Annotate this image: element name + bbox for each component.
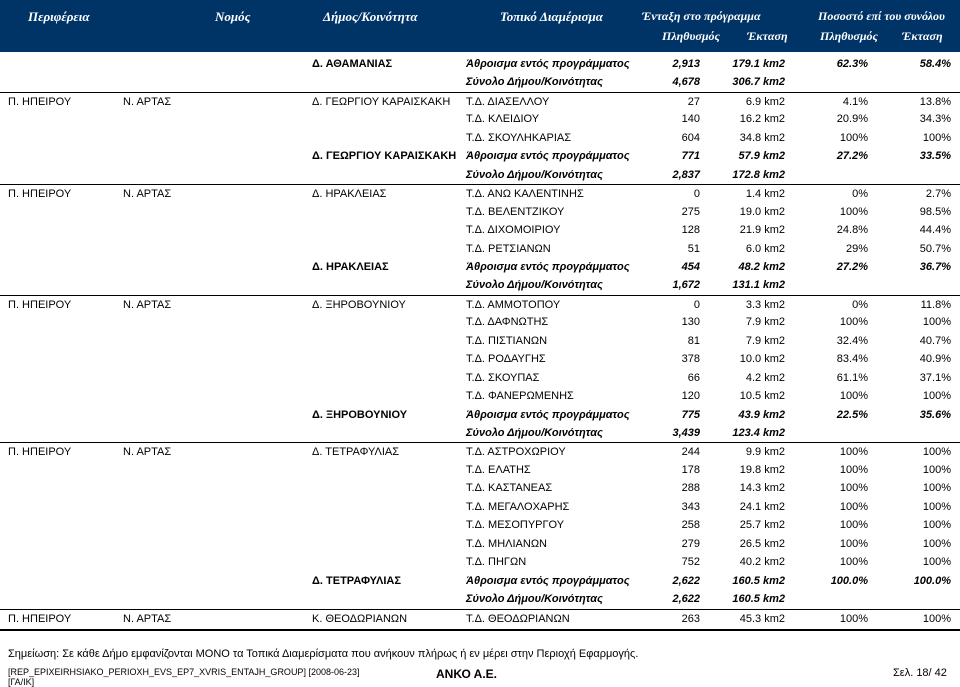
table-row bbox=[0, 387, 960, 406]
cell-topiko: Τ.Δ. ΣΚΟΥΛΗΚΑΡΙΑΣ bbox=[466, 131, 572, 144]
table-row bbox=[0, 609, 960, 629]
cell-ektasi: 179.1 km2 bbox=[732, 58, 785, 70]
cell-dimos: Δ. ΞΗΡΟΒΟΥΝΙΟΥ bbox=[312, 298, 406, 311]
cell-plithysmos: 1,672 bbox=[672, 279, 700, 292]
cell-pososto-ektasi: 100% bbox=[922, 612, 951, 625]
col-dimos: Δήμος/Κοινότητα bbox=[323, 9, 418, 24]
cell-ektasi: 160.5 km2 bbox=[732, 593, 785, 606]
cell-plithysmos: 771 bbox=[681, 150, 700, 163]
cell-ektasi: 9.9 km2 bbox=[745, 446, 785, 459]
cell-topiko: Τ.Δ. ΘΕΟΔΩΡΙΑΝΩΝ bbox=[466, 612, 570, 625]
cell-pososto-ektasi: 100% bbox=[922, 446, 951, 459]
table-row bbox=[0, 295, 960, 315]
cell-ektasi: 19.0 km2 bbox=[739, 205, 785, 218]
cell-pososto-ektasi: 40.9% bbox=[919, 353, 951, 366]
cell-plithysmos: 604 bbox=[681, 131, 700, 144]
table-row bbox=[0, 240, 960, 259]
cell-pososto-plithysmos: 32.4% bbox=[836, 334, 868, 347]
cell-topiko: Τ.Δ. ΑΣΤΡΟΧΩΡΙΟΥ bbox=[466, 446, 566, 459]
cell-pososto-ektasi: 100% bbox=[922, 537, 951, 550]
cell-pososto-ektasi: 100.0% bbox=[913, 574, 951, 587]
cell-pososto-plithysmos: 22.5% bbox=[836, 408, 868, 421]
cell-plithysmos: 4,678 bbox=[672, 76, 700, 89]
cell-plithysmos: 343 bbox=[681, 500, 700, 513]
cell-topiko: Τ.Δ. ΜΕΓΑΛΟΧΑΡΗΣ bbox=[466, 500, 570, 513]
cell-topiko: Άθροισμα εντός προγράμματος bbox=[466, 574, 630, 587]
table-row bbox=[0, 313, 960, 332]
cell-pososto-ektasi: 40.7% bbox=[919, 334, 951, 347]
col-pososto: Ποσοστό επί του συνόλου bbox=[818, 9, 945, 23]
cell-pososto-ektasi: 100% bbox=[922, 556, 951, 569]
cell-nomos: Ν. ΑΡΤΑΣ bbox=[123, 612, 172, 625]
cell-ektasi: 6.0 km2 bbox=[745, 242, 785, 255]
cell-pososto-plithysmos: 61.1% bbox=[836, 371, 868, 384]
cell-pososto-plithysmos: 0% bbox=[852, 298, 868, 311]
cell-ektasi: 48.2 km2 bbox=[738, 260, 785, 273]
cell-ektasi: 1.4 km2 bbox=[745, 188, 785, 201]
cell-plithysmos: 66 bbox=[687, 371, 700, 384]
table-row bbox=[0, 479, 960, 498]
cell-pososto-plithysmos: 100% bbox=[839, 519, 868, 532]
cell-topiko: Τ.Δ. ΜΕΣΟΠΥΡΓΟΥ bbox=[466, 519, 565, 532]
cell-topiko: Τ.Δ. ΔΙΑΣΕΛΛΟΥ bbox=[466, 95, 550, 108]
cell-plithysmos: 0 bbox=[693, 298, 700, 311]
col-topiko: Τοπικό Διαμέρισμα bbox=[500, 9, 603, 24]
cell-ektasi: 7.9 km2 bbox=[745, 316, 785, 329]
cell-nomos: Ν. ΑΡΤΑΣ bbox=[123, 188, 172, 201]
cell-plithysmos: 2,837 bbox=[672, 168, 700, 181]
cell-topiko: Τ.Δ. ΦΑΝΕΡΩΜΕΝΗΣ bbox=[466, 390, 574, 403]
cell-topiko: Τ.Δ. ΔΙΧΟΜΟΙΡΙΟΥ bbox=[466, 224, 561, 237]
cell-pososto-ektasi: 100% bbox=[922, 131, 951, 144]
cell-nomos: Ν. ΑΡΤΑΣ bbox=[123, 298, 172, 311]
cell-topiko: Σύνολο Δήμου/Κοινότητας bbox=[466, 427, 603, 439]
cell-plithysmos: 752 bbox=[681, 556, 700, 569]
cell-pososto-plithysmos: 100% bbox=[839, 205, 868, 218]
cell-ektasi: 57.9 km2 bbox=[738, 150, 785, 163]
cell-plithysmos: 2,622 bbox=[672, 593, 700, 606]
table-row bbox=[0, 147, 960, 166]
cell-plithysmos: 2,913 bbox=[672, 58, 700, 70]
cell-topiko: Τ.Δ. ΔΑΦΝΩΤΗΣ bbox=[466, 316, 549, 329]
cell-plithysmos: 275 bbox=[681, 205, 700, 218]
cell-plithysmos: 288 bbox=[681, 482, 700, 495]
cell-pososto-plithysmos: 100% bbox=[839, 537, 868, 550]
cell-pososto-ektasi: 100% bbox=[922, 316, 951, 329]
cell-pososto-ektasi: 11.8% bbox=[920, 298, 951, 311]
table-row bbox=[0, 516, 960, 535]
col-perifereia: Περιφέρεια bbox=[28, 9, 90, 24]
cell-ektasi: 4.2 km2 bbox=[745, 371, 785, 384]
table-row bbox=[0, 258, 960, 277]
cell-ektasi: 10.5 km2 bbox=[739, 390, 785, 403]
table-bottom-rule bbox=[0, 629, 960, 631]
cell-plithysmos: 128 bbox=[681, 224, 700, 237]
table-row bbox=[0, 553, 960, 572]
cell-pososto-plithysmos: 100% bbox=[839, 316, 868, 329]
table-row bbox=[0, 535, 960, 554]
table-row bbox=[0, 424, 960, 443]
cell-dimos: Δ. ΑΘΑΜΑΝΙΑΣ bbox=[312, 58, 393, 70]
cell-pososto-plithysmos: 100.0% bbox=[830, 574, 868, 587]
table-row bbox=[0, 498, 960, 517]
cell-plithysmos: 178 bbox=[681, 463, 700, 476]
cell-topiko: Άθροισμα εντός προγράμματος bbox=[466, 260, 630, 273]
cell-topiko: Τ.Δ. ΚΛΕΙΔΙΟΥ bbox=[466, 113, 540, 126]
cell-plithysmos: 775 bbox=[681, 408, 700, 421]
cell-pososto-ektasi: 37.1% bbox=[919, 371, 951, 384]
cell-ektasi: 172.8 km2 bbox=[732, 168, 785, 181]
col-ektasi-2: Έκταση bbox=[902, 29, 943, 43]
cell-topiko: Τ.Δ. ΕΛΑΤΗΣ bbox=[466, 463, 531, 476]
table-row bbox=[0, 369, 960, 388]
table-row bbox=[0, 129, 960, 148]
cell-pososto-ektasi: 100% bbox=[922, 500, 951, 513]
cell-topiko: Τ.Δ. ΠΗΓΩΝ bbox=[466, 556, 527, 569]
cell-plithysmos: 279 bbox=[681, 537, 700, 550]
cell-pososto-plithysmos: 29% bbox=[845, 242, 868, 255]
col-nomos: Νομός bbox=[215, 9, 251, 24]
cell-plithysmos: 81 bbox=[687, 334, 700, 347]
table-row bbox=[0, 203, 960, 222]
cell-ektasi: 131.1 km2 bbox=[732, 279, 785, 292]
cell-pososto-ektasi: 33.5% bbox=[919, 150, 951, 163]
cell-ektasi: 40.2 km2 bbox=[739, 556, 785, 569]
cell-pososto-plithysmos: 0% bbox=[852, 188, 868, 201]
cell-pososto-plithysmos: 4.1% bbox=[842, 95, 868, 108]
cell-dimos: Δ. ΓΕΩΡΓΙΟΥ ΚΑΡΑΙΣΚΑΚΗ bbox=[312, 95, 451, 108]
cell-topiko: Τ.Δ. ΑΝΩ ΚΑΛΕΝΤΙΝΗΣ bbox=[466, 188, 584, 201]
cell-pososto-ektasi: 100% bbox=[922, 390, 951, 403]
table-row bbox=[0, 276, 960, 295]
cell-ektasi: 26.5 km2 bbox=[739, 537, 785, 550]
cell-topiko: Σύνολο Δήμου/Κοινότητας bbox=[466, 76, 603, 89]
cell-plithysmos: 258 bbox=[681, 519, 700, 532]
table-row bbox=[0, 442, 960, 462]
cell-ektasi: 19.8 km2 bbox=[739, 463, 785, 476]
cell-plithysmos: 2,622 bbox=[672, 574, 700, 587]
cell-ektasi: 6.9 km2 bbox=[745, 95, 785, 108]
cell-ektasi: 160.5 km2 bbox=[732, 574, 785, 587]
cell-dimos: Δ. ΗΡΑΚΛΕΙΑΣ bbox=[312, 188, 387, 201]
cell-plithysmos: 130 bbox=[681, 316, 700, 329]
cell-pososto-ektasi: 98.5% bbox=[919, 205, 951, 218]
cell-pososto-plithysmos: 83.4% bbox=[836, 353, 868, 366]
cell-perifereia: Π. ΗΠΕΙΡΟΥ bbox=[8, 446, 72, 459]
cell-topiko: Άθροισμα εντός προγράμματος bbox=[466, 408, 630, 421]
cell-dimos: Δ. ΓΕΩΡΓΙΟΥ ΚΑΡΑΙΣΚΑΚΗ bbox=[312, 150, 457, 163]
cell-ektasi: 7.9 km2 bbox=[745, 334, 785, 347]
cell-pososto-plithysmos: 100% bbox=[839, 131, 868, 144]
cell-pososto-plithysmos: 100% bbox=[839, 463, 868, 476]
cell-plithysmos: 454 bbox=[681, 260, 700, 273]
cell-plithysmos: 27 bbox=[687, 95, 700, 108]
cell-topiko: Σύνολο Δήμου/Κοινότητας bbox=[466, 279, 603, 292]
cell-pososto-ektasi: 34.3% bbox=[919, 113, 951, 126]
cell-topiko: Σύνολο Δήμου/Κοινότητας bbox=[466, 168, 603, 181]
cell-topiko: Τ.Δ. ΒΕΛΕΝΤΖΙΚΟΥ bbox=[466, 205, 565, 218]
cell-topiko: Τ.Δ. ΚΑΣΤΑΝΕΑΣ bbox=[466, 482, 553, 495]
cell-plithysmos: 3,439 bbox=[672, 427, 700, 439]
cell-pososto-ektasi: 35.6% bbox=[919, 408, 951, 421]
cell-dimos: Δ. ΤΕΤΡΑΦΥΛΙΑΣ bbox=[312, 446, 400, 459]
cell-plithysmos: 244 bbox=[681, 446, 700, 459]
cell-topiko: Τ.Δ. ΣΚΟΥΠΑΣ bbox=[466, 371, 540, 384]
cell-pososto-plithysmos: 100% bbox=[839, 500, 868, 513]
table-row bbox=[0, 166, 960, 185]
cell-pososto-ektasi: 100% bbox=[922, 482, 951, 495]
cell-topiko: Τ.Δ. ΡΕΤΣΙΑΝΩΝ bbox=[466, 242, 551, 255]
cell-plithysmos: 0 bbox=[693, 188, 700, 201]
cell-pososto-ektasi: 2.7% bbox=[925, 188, 951, 201]
cell-plithysmos: 120 bbox=[681, 390, 700, 403]
cell-ektasi: 10.0 km2 bbox=[739, 353, 785, 366]
table-row bbox=[0, 332, 960, 351]
org-name: ΑΝΚΟ Α.Ε. bbox=[436, 667, 498, 681]
table-row bbox=[0, 73, 960, 92]
cell-dimos: Δ. ΗΡΑΚΛΕΙΑΣ bbox=[312, 260, 389, 273]
cell-ektasi: 21.9 km2 bbox=[739, 224, 785, 237]
cell-pososto-plithysmos: 27.2% bbox=[836, 260, 868, 273]
cell-pososto-plithysmos: 100% bbox=[839, 482, 868, 495]
table-header bbox=[0, 0, 960, 52]
report-id: [REP_EPIXEIRHSIAKO_PERIOXH_EVS_EP7_XVRIS_ENTAJH_GROUP] [2008-06-23] [ΓΑ/ΙΚ] bbox=[8, 667, 360, 687]
cell-topiko: Άθροισμα εντός προγράμματος bbox=[466, 58, 630, 70]
cell-pososto-ektasi: 36.7% bbox=[919, 260, 951, 273]
col-plithysmos-2: Πληθυσμός bbox=[820, 29, 878, 43]
cell-pososto-ektasi: 100% bbox=[922, 463, 951, 476]
cell-pososto-ektasi: 44.4% bbox=[919, 224, 951, 237]
cell-topiko: Τ.Δ. ΑΜΜΟΤΟΠΟΥ bbox=[466, 298, 561, 311]
table-row bbox=[0, 461, 960, 480]
cell-perifereia: Π. ΗΠΕΙΡΟΥ bbox=[8, 298, 72, 311]
cell-ektasi: 306.7 km2 bbox=[732, 76, 785, 89]
cell-pososto-plithysmos: 20.9% bbox=[836, 113, 868, 126]
cell-topiko: Τ.Δ. ΠΙΣΤΙΑΝΩΝ bbox=[466, 334, 548, 347]
table-row bbox=[0, 350, 960, 369]
table-row bbox=[0, 55, 960, 74]
page-number: Σελ. 18/ 42 bbox=[893, 667, 947, 679]
cell-perifereia: Π. ΗΠΕΙΡΟΥ bbox=[8, 95, 72, 108]
table-row bbox=[0, 572, 960, 591]
cell-plithysmos: 51 bbox=[687, 242, 700, 255]
cell-pososto-plithysmos: 100% bbox=[839, 556, 868, 569]
cell-pososto-plithysmos: 100% bbox=[839, 446, 868, 459]
cell-ektasi: 25.7 km2 bbox=[739, 519, 785, 532]
table-row bbox=[0, 590, 960, 609]
footnote: Σημείωση: Σε κάθε Δήμο εμφανίζονται ΜΟΝΟ τα Τοπικά Διαμερίσματα που ανήκουν πλήρως ή εν μέρει στην Περιοχή Εφαρμογής. bbox=[8, 648, 639, 660]
cell-dimos: Δ. ΞΗΡΟΒΟΥΝΙΟΥ bbox=[312, 408, 408, 421]
cell-ektasi: 45.3 km2 bbox=[739, 612, 785, 625]
col-ektasi-1: Έκταση bbox=[747, 29, 788, 43]
col-entaxi: Ένταξη στο πρόγραμμα bbox=[642, 9, 761, 23]
cell-plithysmos: 140 bbox=[681, 113, 700, 126]
cell-dimos: Κ. ΘΕΟΔΩΡΙΑΝΩΝ bbox=[312, 612, 408, 625]
table-row bbox=[0, 406, 960, 425]
cell-topiko: Τ.Δ. ΜΗΛΙΑΝΩΝ bbox=[466, 537, 547, 550]
cell-pososto-plithysmos: 27.2% bbox=[836, 150, 868, 163]
cell-nomos: Ν. ΑΡΤΑΣ bbox=[123, 95, 172, 108]
cell-ektasi: 34.8 km2 bbox=[739, 131, 785, 144]
table-row bbox=[0, 110, 960, 129]
cell-pososto-ektasi: 50.7% bbox=[919, 242, 951, 255]
cell-ektasi: 24.1 km2 bbox=[739, 500, 785, 513]
cell-ektasi: 14.3 km2 bbox=[739, 482, 785, 495]
cell-pososto-plithysmos: 100% bbox=[839, 390, 868, 403]
cell-pososto-ektasi: 58.4% bbox=[919, 58, 951, 70]
cell-pososto-ektasi: 13.8% bbox=[919, 95, 951, 108]
cell-topiko: Τ.Δ. ΡΟΔΑΥΓΗΣ bbox=[466, 353, 546, 366]
cell-ektasi: 123.4 km2 bbox=[732, 427, 785, 439]
cell-ektasi: 3.3 km2 bbox=[745, 298, 785, 311]
col-plithysmos-1: Πληθυσμός bbox=[662, 29, 720, 43]
cell-perifereia: Π. ΗΠΕΙΡΟΥ bbox=[8, 612, 72, 625]
cell-topiko: Άθροισμα εντός προγράμματος bbox=[466, 150, 630, 163]
cell-pososto-plithysmos: 24.8% bbox=[836, 224, 868, 237]
cell-plithysmos: 378 bbox=[681, 353, 700, 366]
cell-plithysmos: 263 bbox=[681, 612, 700, 625]
cell-perifereia: Π. ΗΠΕΙΡΟΥ bbox=[8, 188, 72, 201]
table-row bbox=[0, 92, 960, 112]
cell-ektasi: 16.2 km2 bbox=[739, 113, 785, 126]
cell-pososto-plithysmos: 62.3% bbox=[836, 58, 868, 70]
cell-ektasi: 43.9 km2 bbox=[738, 408, 785, 421]
cell-pososto-plithysmos: 100% bbox=[839, 612, 868, 625]
table-row bbox=[0, 221, 960, 240]
cell-topiko: Σύνολο Δήμου/Κοινότητας bbox=[466, 593, 603, 606]
table-row bbox=[0, 184, 960, 204]
cell-nomos: Ν. ΑΡΤΑΣ bbox=[123, 446, 172, 459]
cell-pososto-ektasi: 100% bbox=[922, 519, 951, 532]
cell-dimos: Δ. ΤΕΤΡΑΦΥΛΙΑΣ bbox=[312, 574, 401, 587]
